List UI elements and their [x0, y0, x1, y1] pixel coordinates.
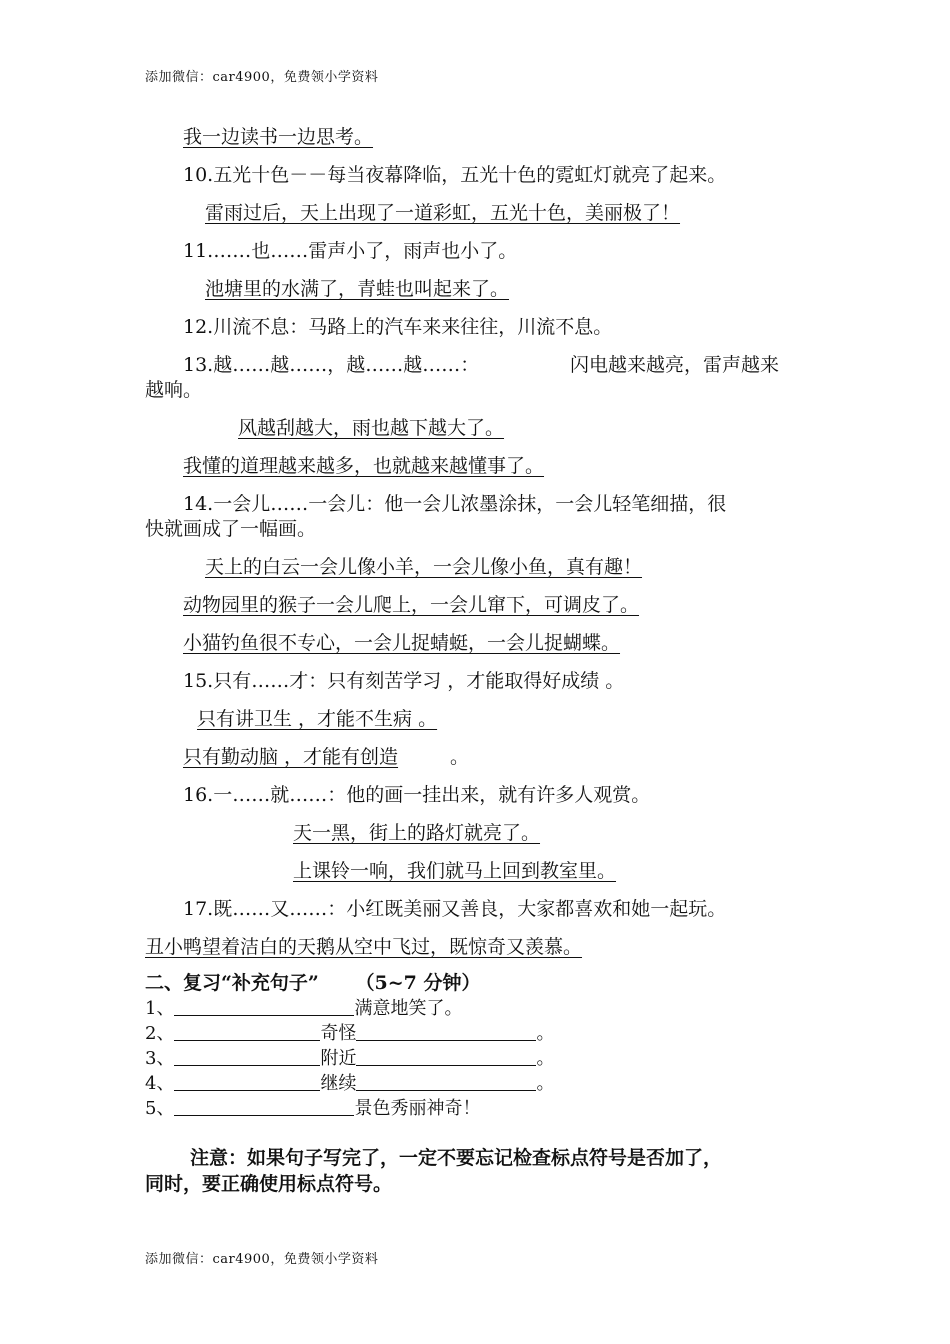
item-10: 10.五光十色－－每当夜幕降临，五光十色的霓虹灯就亮了起来。: [183, 164, 727, 186]
item-13-example: 闪电越来越亮，雷声越来: [570, 354, 780, 376]
item-14: 14.一会儿……一会儿：他一会儿浓墨涂抹，一会儿轻笔细描，很: [183, 493, 727, 515]
example-sentence: 只有讲卫生 ，才能不生病 。: [197, 708, 438, 730]
question-end: 。: [536, 1048, 555, 1069]
question-end: 。: [536, 1073, 555, 1094]
section-time: （5~7 分钟）: [355, 972, 481, 994]
fill-question-1: [145, 997, 462, 1021]
example-sentence: 丑小鸭望着洁白的天鹅从空中飞过，既惊奇又羡慕。: [145, 936, 583, 958]
answer-blank[interactable]: [174, 1022, 320, 1041]
question-text: 继续: [320, 1073, 357, 1094]
example-sentence: 天一黑，街上的路灯就亮了。: [293, 822, 541, 844]
answer-blank[interactable]: [356, 1072, 536, 1091]
section-title: [145, 971, 480, 995]
example-sentence: 小猫钓鱼很不专心，一会儿捉蜻蜓，一会儿捉蝴蝶。: [183, 632, 621, 654]
item-14-continued: 快就画成了一幅画。: [145, 518, 317, 540]
fill-question-4: [145, 1072, 554, 1096]
question-number: 1、: [145, 998, 175, 1019]
question-text: 奇怪: [320, 1023, 357, 1044]
question-end: 。: [536, 1023, 555, 1044]
example-sentence: 雷雨过后，天上出现了一道彩虹，五光十色，美丽极了！: [205, 202, 681, 224]
example-sentence: 上课铃一响，我们就马上回到教室里。: [293, 860, 617, 882]
fill-question-5: [145, 1097, 480, 1121]
answer-blank[interactable]: [356, 1047, 536, 1066]
answer-blank[interactable]: [174, 1072, 320, 1091]
answer-blank[interactable]: [174, 997, 354, 1016]
item-13: 13.越……越……，越……越……：: [183, 354, 480, 376]
example-sentence: 动物园里的猴子一会儿爬上，一会儿窜下，可调皮了。: [183, 594, 640, 616]
question-number: 2、: [145, 1023, 175, 1044]
question-text: 附近: [320, 1048, 357, 1069]
question-text: 景色秀丽神奇！: [354, 1098, 481, 1119]
example-sentence: 天上的白云一会儿像小羊，一会儿像小鱼，真有趣！: [205, 556, 643, 578]
example-sentence: 只有勤动脑 ，才能有创造: [183, 746, 399, 768]
question-number: 3、: [145, 1048, 175, 1069]
note-line-2: 同时，要正确使用标点符号。: [145, 1173, 393, 1195]
question-number: 4、: [145, 1073, 175, 1094]
example-sentence: 池塘里的水满了，青蛙也叫起来了。: [205, 278, 510, 300]
page-header: 添加微信：car4900，免费领小学资料: [145, 70, 379, 85]
section-title-text: 二、复习“补充句子”: [145, 972, 319, 994]
item-15: 15.只有……才：只有刻苦学习 ，才能取得好成绩 。: [183, 670, 625, 692]
example-sentence: 我懂的道理越来越多，也就越来越懂事了。: [183, 455, 545, 477]
page-footer: 添加微信：car4900，免费领小学资料: [145, 1252, 379, 1267]
fill-question-2: [145, 1022, 554, 1046]
answer-blank[interactable]: [174, 1047, 320, 1066]
answer-blank[interactable]: [356, 1022, 536, 1041]
example-sentence: 风越刮越大，雨也越下越大了。: [238, 417, 505, 439]
example-sentence-end: 。: [450, 746, 470, 768]
item-12: 12.川流不息：马路上的汽车来来往往，川流不息。: [183, 316, 613, 338]
item-16: 16.一……就……：他的画一挂出来，就有许多人观赏。: [183, 784, 651, 806]
question-text: 满意地笑了。: [354, 998, 463, 1019]
item-17: 17.既……又……：小红既美丽又善良，大家都喜欢和她一起玩。: [183, 898, 727, 920]
example-sentence: 我一边读书一边思考。: [183, 126, 374, 148]
note-line-1: 注意：如果句子写完了，一定不要忘记检查标点符号是否加了，: [190, 1147, 723, 1169]
fill-question-3: [145, 1047, 554, 1071]
answer-blank[interactable]: [174, 1097, 354, 1116]
item-13-continued: 越响。: [145, 379, 203, 401]
item-11: 11.……也……雷声小了，雨声也小了。: [183, 240, 518, 262]
question-number: 5、: [145, 1098, 175, 1119]
